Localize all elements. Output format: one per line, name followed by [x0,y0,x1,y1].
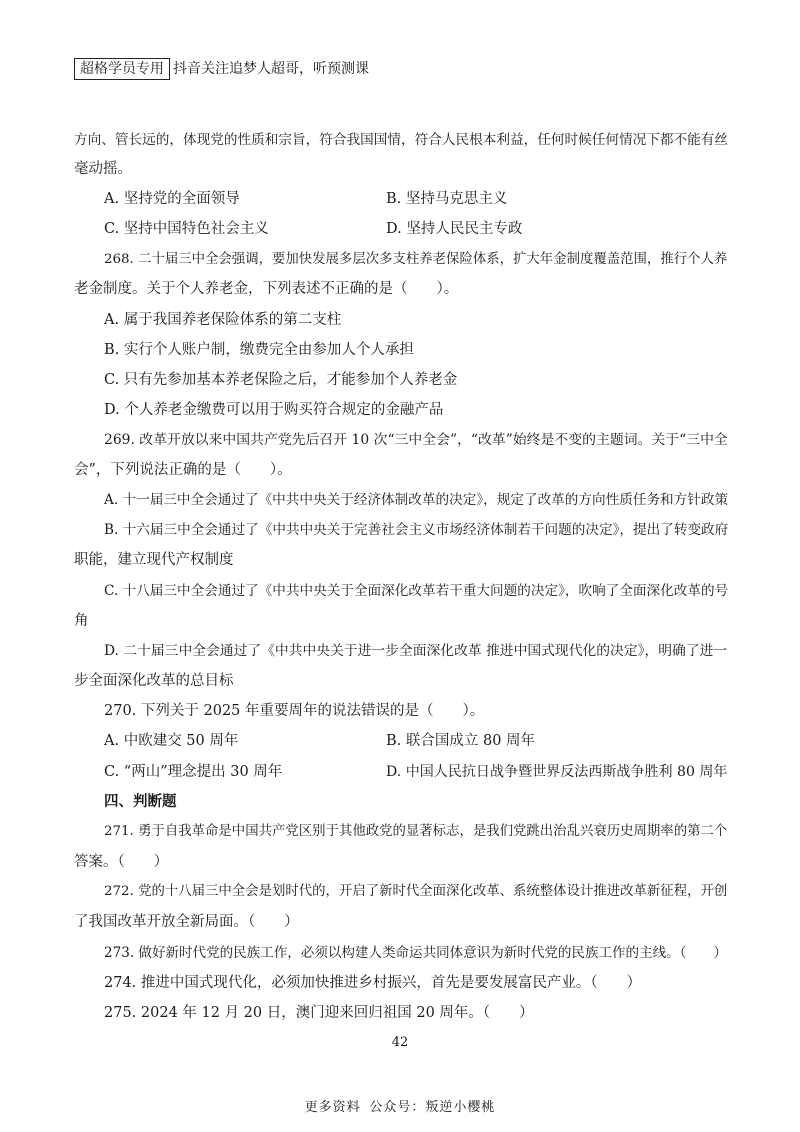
question-271: 271. 勇于自我革命是中国共产党区别于其他政党的显著标志，是我们党跳出治乱兴衰历史周期率的第二个 [104,824,728,839]
text-line: 步全面深化改革的总目标 [74,673,234,689]
question-273: 273. 做好新时代党的民族工作，必须以构建人类命运共同体意识为新时代党的民族工作的主线。（ ） [104,945,728,961]
option-d: D. 中国人民抗日战争暨世界反法西斯战争胜利 80 周年 [386,764,728,780]
text-line: 毫动摇。 [74,161,132,177]
option-a: A. 中欧建交 50 周年 [104,733,239,749]
option-b: B. 坚持马克思主义 [386,191,508,207]
option-b: B. 十六届三中全会通过了《中共中央关于完善社会主义市场经济体制若干问题的决定》，提出了转变政府 [104,522,729,538]
question-274: 274. 推进中国式现代化，必须加快推进乡村振兴，首先是要发展富民产业。（ ） [104,975,642,991]
text-line: 老金制度。关于个人养老金，下列表述不正确的是（ ）。 [74,281,459,297]
question-268: 268. 二十届三中全会强调，要加快发展多层次多支柱养老保险体系，扩大年金制度覆盖范围，推行个人养 [104,252,728,267]
option-d: D. 个人养老金缴费可以用于购买符合规定的金融产品 [104,402,444,418]
option-a: A. 坚持党的全面领导 [104,191,240,207]
page-number: 42 [391,1035,409,1050]
text-line: 答案。（ ） [74,854,169,870]
option-c: C. 坚持中国特色社会主义 [104,221,269,237]
question-275: 275. 2024 年 12 月 20 日，澳门迎来回归祖国 20 周年。（ ） [104,1005,534,1021]
option-c: C. 只有先参加基本养老保险之后，才能参加个人养老金 [104,372,458,388]
text-line: 职能，建立现代产权制度 [74,552,234,568]
option-d: D. 二十届三中全会通过了《中共中央关于进一步全面深化改革 推进中国式现代化的决定》，明确了进一 [104,643,728,659]
question-270: 270. 下列关于 2025 年重要周年的说法错误的是（ ）。 [104,703,485,719]
page-header [74,58,369,80]
text-line: 方向、管长远的，体现党的性质和宗旨，符合我国国情，符合人民根本利益，任何时候任何情况下都不能有丝 [74,132,728,148]
student-badge: 超格学员专用 [74,58,170,80]
option-b: B. 联合国成立 80 周年 [386,733,536,749]
text-line: 了我国改革开放全新局面。（ ） [74,914,299,930]
text-line: 会”，下列说法正确的是（ ）。 [74,462,292,478]
page-footer: 更多资料 公众号：叛逆小樱桃 [304,1100,496,1115]
option-a: A. 十一届三中全会通过了《中共中央关于经济体制改革的决定》，规定了改革的方向性质任务和方针政策 [104,492,729,508]
header-text: 抖音关注追梦人超哥，听预测课 [173,61,369,77]
option-a: A. 属于我国养老保险体系的第二支柱 [104,312,342,328]
text-line: 角 [74,613,89,629]
option-b: B. 实行个人账户制，缴费完全由参加人个人承担 [104,342,414,358]
section-heading: 四、判断题 [104,793,177,810]
question-269: 269. 改革开放以来中国共产党先后召开 10 次“三中全会”，“改革”始终是不变的主题词。关于“三中全 [104,432,728,448]
question-272: 272. 党的十八届三中全会是划时代的，开启了新时代全面深化改革、系统整体设计推进改革新征程，开创 [104,884,728,899]
option-c: C. “两山”理念提出 30 周年 [104,764,283,780]
option-c: C. 十八届三中全会通过了《中共中央关于全面深化改革若干重大问题的决定》，吹响了全面深化改革的号 [104,583,729,599]
option-d: D. 坚持人民民主专政 [386,221,523,237]
